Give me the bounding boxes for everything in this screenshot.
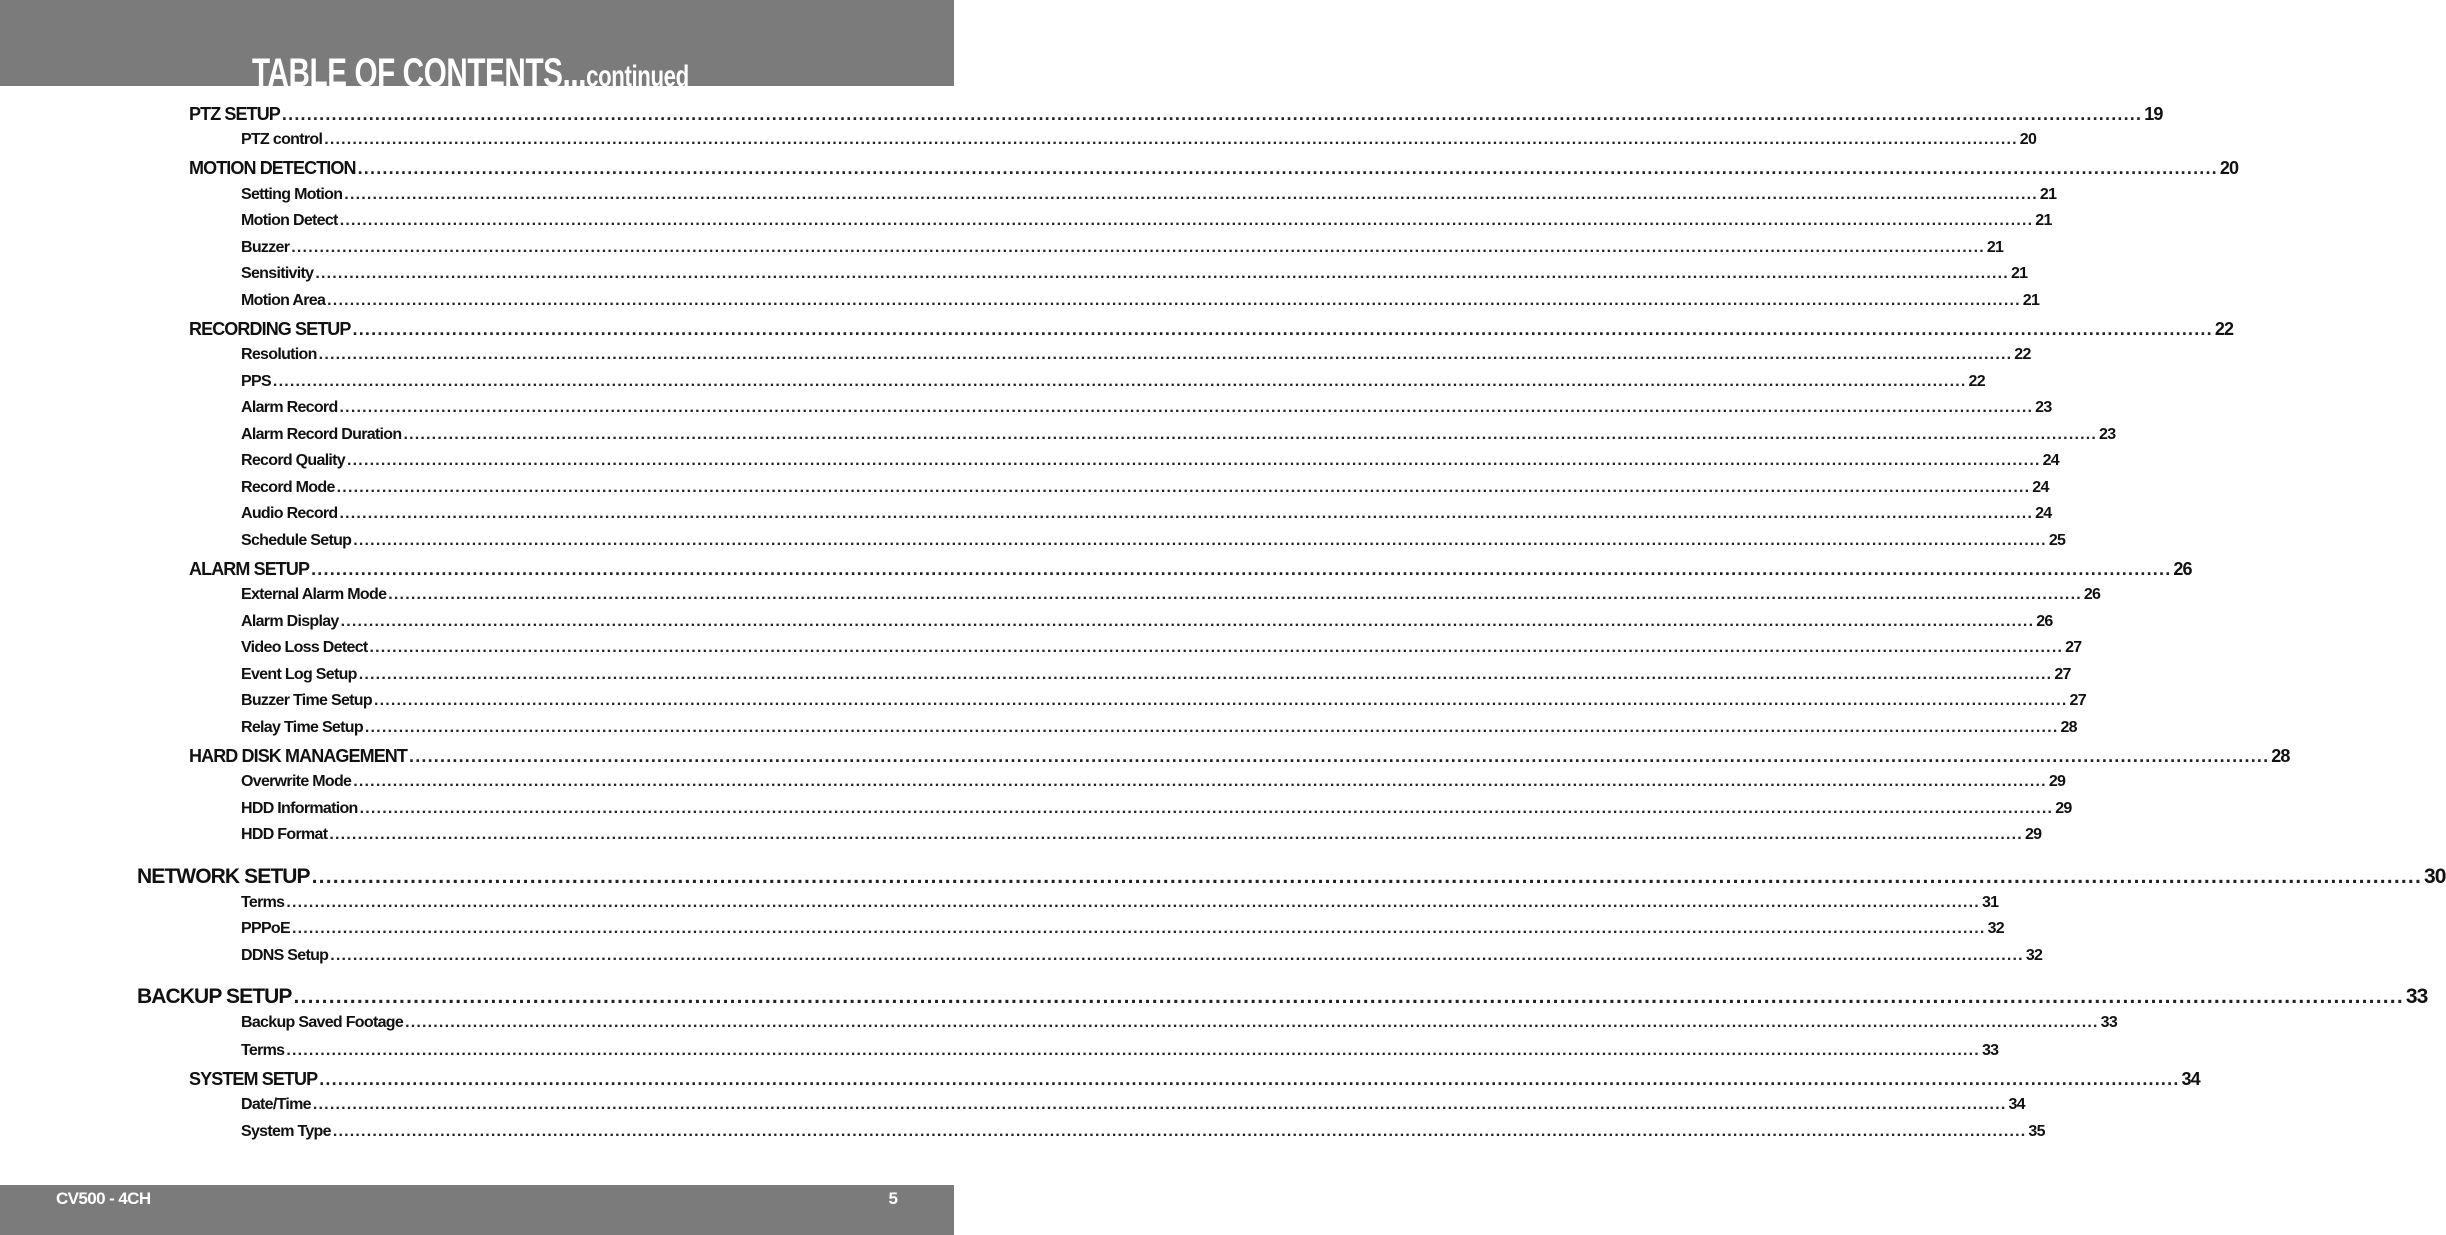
- toc-entry-label: Buzzer Time Setup: [241, 692, 372, 709]
- toc-entry-page: 23: [2035, 399, 2052, 416]
- toc-entry-label: PPPoE: [241, 920, 290, 937]
- toc-leader-dots: ............................................................................................................................................................................................................................................................................................................: [352, 319, 2213, 339]
- toc-entry-label: Backup Saved Footage: [241, 1014, 404, 1031]
- toc-entry-label: System Type: [241, 1123, 331, 1140]
- toc-leader-dots: ............................................................................................................................................................................................................................................................................................................: [315, 265, 2009, 282]
- toc-entry[interactable]: [189, 746, 2290, 767]
- toc-entry-page: 26: [2083, 586, 2101, 603]
- toc-entry-label: Overwrite Mode: [241, 773, 352, 790]
- toc-entry-page: 31: [1981, 894, 1999, 911]
- toc-entry-label: MOTION DETECTION: [189, 158, 356, 178]
- toc-entry-page: 29: [2048, 773, 2066, 790]
- toc-leader-dots: ............................................................................................................................................................................................................................................................................................................: [327, 292, 2021, 309]
- toc-entry-page: 32: [1987, 920, 2004, 937]
- toc-leader-dots: ............................................................................................................................................................................................................................................................................................................: [340, 613, 2035, 630]
- toc-leader-dots: ............................................................................................................................................................................................................................................................................................................: [344, 186, 2038, 203]
- toc-entry-page: 20: [2219, 158, 2239, 178]
- toc-entry-page: 27: [2054, 666, 2071, 683]
- toc-entry[interactable]: [241, 452, 2060, 470]
- toc-leader-dots: ............................................................................................................................................................................................................................................................................................................: [358, 666, 2053, 683]
- toc-entry[interactable]: [189, 319, 2234, 340]
- footer-band: [0, 1185, 954, 1235]
- toc-entry[interactable]: [241, 947, 2043, 965]
- toc-entry-label: ALARM SETUP: [189, 559, 310, 579]
- toc-entry-page: 30: [2423, 865, 2446, 888]
- toc-entry-page: 34: [2181, 1069, 2200, 1089]
- toc-entry-label: Record Quality: [241, 452, 346, 469]
- toc-entry-page: 19: [2144, 104, 2163, 124]
- toc-entry-label: Resolution: [241, 346, 317, 363]
- toc-entry-label: Record Mode: [241, 479, 335, 496]
- toc-entry-label: External Alarm Mode: [241, 586, 387, 603]
- toc-entry-label: PTZ SETUP: [189, 104, 280, 124]
- toc-entry-label: Event Log Setup: [241, 666, 357, 683]
- toc-entry[interactable]: [241, 265, 2028, 283]
- toc-entry[interactable]: [241, 346, 2031, 364]
- toc-entry-page: 20: [2019, 131, 2037, 148]
- toc-entry-label: Setting Motion: [241, 186, 343, 203]
- toc-entry-page: 34: [2008, 1096, 2025, 1113]
- toc-entry[interactable]: [241, 532, 2066, 550]
- toc-entry-page: 33: [2405, 985, 2428, 1008]
- toc-entry-label: Sensitivity: [241, 265, 314, 282]
- toc-entry-label: HARD DISK MANAGEMENT: [189, 746, 407, 766]
- toc-entry[interactable]: [137, 985, 2428, 1009]
- toc-entry[interactable]: [241, 239, 2004, 257]
- toc-leader-dots: ............................................................................................................................................................................................................................................................................................................: [330, 947, 2024, 964]
- toc-leader-dots: ............................................................................................................................................................................................................................................................................................................: [339, 399, 2034, 416]
- toc-entry-label: SYSTEM SETUP: [189, 1069, 318, 1089]
- toc-entry-page: 32: [2025, 947, 2043, 964]
- toc-entry-label: Video Loss Detect: [241, 639, 368, 656]
- toc-entry-label: Alarm Display: [241, 613, 339, 630]
- toc-entry-page: 21: [1986, 239, 2004, 256]
- toc-entry-label: BACKUP SETUP: [137, 985, 292, 1008]
- toc-entry[interactable]: [241, 692, 2086, 710]
- toc-entry-label: Motion Area: [241, 292, 326, 309]
- toc-entry-page: 21: [2022, 292, 2040, 309]
- toc-entry-label: RECORDING SETUP: [189, 319, 351, 339]
- toc-entry-page: 24: [2042, 452, 2060, 469]
- toc-entry-label: Terms: [241, 1042, 285, 1059]
- toc-leader-dots: ............................................................................................................................................................................................................................................................................................................: [388, 586, 2082, 603]
- toc-entry[interactable]: [241, 586, 2101, 604]
- toc-entry-page: 22: [2214, 319, 2234, 339]
- toc-leader-dots: ............................................................................................................................................................................................................................................................................................................: [312, 1096, 2007, 1113]
- toc-leader-dots: ............................................................................................................................................................................................................................................................................................................: [373, 692, 2068, 709]
- toc-entry-label: DDNS Setup: [241, 947, 329, 964]
- toc-entry[interactable]: [241, 1096, 2025, 1114]
- toc-entry-label: HDD Information: [241, 800, 358, 817]
- toc-leader-dots: ............................................................................................................................................................................................................................................................................................................: [291, 239, 1985, 256]
- toc-entry-label: Motion Detect: [241, 212, 338, 229]
- toc-entry-page: 28: [2060, 719, 2077, 736]
- toc-entry[interactable]: [137, 865, 2446, 889]
- toc-leader-dots: ............................................................................................................................................................................................................................................................................................................: [405, 1014, 2099, 1031]
- toc-entry[interactable]: [241, 479, 2049, 497]
- toc-entry-page: 26: [2173, 559, 2192, 579]
- toc-entry[interactable]: [241, 186, 2057, 204]
- toc-leader-dots: ............................................................................................................................................................................................................................................................................................................: [332, 1123, 2027, 1140]
- toc-entry[interactable]: [241, 212, 2052, 230]
- toc-entry[interactable]: [241, 666, 2071, 684]
- toc-leader-dots: ............................................................................................................................................................................................................................................................................................................: [286, 1042, 1980, 1059]
- toc-entry-label: Alarm Record: [241, 399, 338, 416]
- toc-entry-label: Buzzer: [241, 239, 290, 256]
- toc-entry-label: HDD Format: [241, 826, 328, 843]
- toc-entry[interactable]: [241, 920, 2004, 938]
- toc-entry-label: PTZ control: [241, 131, 323, 148]
- toc-entry-label: Relay Time Setup: [241, 719, 363, 736]
- toc-leader-dots: ............................................................................................................................................................................................................................................................................................................: [353, 773, 2047, 790]
- toc-leader-dots: ............................................................................................................................................................................................................................................................................................................: [311, 559, 2172, 579]
- toc-entry[interactable]: [189, 158, 2239, 179]
- toc-leader-dots: ............................................................................................................................................................................................................................................................................................................: [357, 158, 2218, 178]
- toc-leader-dots: ............................................................................................................................................................................................................................................................................................................: [347, 452, 2041, 469]
- toc-entry-page: 22: [1968, 373, 1985, 390]
- toc-entry[interactable]: [189, 559, 2192, 580]
- toc-entry-page: 27: [2069, 692, 2086, 709]
- toc-entry-label: Audio Record: [241, 505, 338, 522]
- toc-leader-dots: ............................................................................................................................................................................................................................................................................................................: [291, 920, 1986, 937]
- toc-leader-dots: ............................................................................................................................................................................................................................................................................................................: [369, 639, 2064, 656]
- toc-entry-page: 24: [2032, 479, 2049, 496]
- toc-entry[interactable]: [241, 826, 2042, 844]
- toc-entry-page: 28: [2271, 746, 2290, 766]
- toc-entry[interactable]: [241, 373, 1985, 391]
- toc-leader-dots: ............................................................................................................................................................................................................................................................................................................: [286, 894, 1980, 911]
- toc-entry-page: 22: [2014, 346, 2031, 363]
- toc-entry[interactable]: [241, 426, 2116, 444]
- footer-page-number: 5: [888, 1189, 898, 1208]
- toc-entry[interactable]: [241, 1042, 1999, 1060]
- toc-leader-dots: ............................................................................................................................................................................................................................................................................................................: [353, 532, 2047, 549]
- toc-entry-label: PPS: [241, 373, 271, 390]
- toc-entry-page: 25: [2048, 532, 2066, 549]
- toc-entry-page: 27: [2065, 639, 2082, 656]
- toc-leader-dots: ............................................................................................................................................................................................................................................................................................................: [311, 865, 2422, 888]
- toc-entry-page: 21: [2010, 265, 2028, 282]
- toc-entry[interactable]: [189, 1069, 2200, 1090]
- toc-leader-dots: ............................................................................................................................................................................................................................................................................................................: [403, 426, 2098, 443]
- toc-entry-page: 24: [2035, 505, 2052, 522]
- toc-entry-page: 33: [2100, 1014, 2118, 1031]
- toc-entry-page: 21: [2035, 212, 2052, 229]
- toc-leader-dots: ............................................................................................................................................................................................................................................................................................................: [293, 985, 2404, 1008]
- toc-entry[interactable]: [189, 104, 2163, 125]
- toc-entry-page: 23: [2099, 426, 2116, 443]
- toc-entry-page: 29: [2024, 826, 2042, 843]
- toc-entry[interactable]: [241, 639, 2082, 657]
- toc-entry-label: NETWORK SETUP: [137, 865, 310, 888]
- toc-leader-dots: ............................................................................................................................................................................................................................................................................................................: [318, 346, 2013, 363]
- toc-entry[interactable]: [241, 131, 2037, 149]
- toc-entry-label: Alarm Record Duration: [241, 426, 402, 443]
- toc-leader-dots: ............................................................................................................................................................................................................................................................................................................: [364, 719, 2059, 736]
- toc-entry-label: Date/Time: [241, 1096, 311, 1113]
- footer-model: CV500 - 4CH: [56, 1189, 151, 1208]
- toc-leader-dots: ............................................................................................................................................................................................................................................................................................................: [409, 746, 2270, 766]
- toc-entry[interactable]: [241, 719, 2077, 737]
- toc-leader-dots: ............................................................................................................................................................................................................................................................................................................: [359, 800, 2054, 817]
- toc-leader-dots: ............................................................................................................................................................................................................................................................................................................: [339, 212, 2034, 229]
- toc-entry[interactable]: [241, 773, 2066, 791]
- toc-entry-page: 26: [2036, 613, 2053, 630]
- toc-entry[interactable]: [241, 399, 2052, 417]
- toc-entry[interactable]: [241, 800, 2072, 818]
- toc-leader-dots: ............................................................................................................................................................................................................................................................................................................: [324, 131, 2018, 148]
- toc-leader-dots: ............................................................................................................................................................................................................................................................................................................: [339, 505, 2034, 522]
- toc-leader-dots: ............................................................................................................................................................................................................................................................................................................: [319, 1069, 2180, 1089]
- toc-leader-dots: ............................................................................................................................................................................................................................................................................................................: [272, 373, 1967, 390]
- toc-entry[interactable]: [241, 505, 2052, 523]
- toc-leader-dots: ............................................................................................................................................................................................................................................................................................................: [281, 104, 2143, 124]
- toc-entry-label: Terms: [241, 894, 285, 911]
- toc-entry-page: 21: [2039, 186, 2057, 203]
- toc-entry[interactable]: [241, 894, 1999, 912]
- toc-entry-page: 35: [2028, 1123, 2045, 1140]
- toc-leader-dots: ............................................................................................................................................................................................................................................................................................................: [329, 826, 2023, 843]
- page-title-main: TABLE OF CONTENTS...: [252, 51, 587, 95]
- page-title-sub: continued: [586, 60, 689, 93]
- toc-entry-label: Schedule Setup: [241, 532, 352, 549]
- toc-entry[interactable]: [241, 613, 2053, 631]
- toc-entry[interactable]: [241, 1123, 2045, 1141]
- toc-entry-page: 33: [1981, 1042, 1999, 1059]
- toc-leader-dots: ............................................................................................................................................................................................................................................................................................................: [336, 479, 2031, 496]
- toc-entry-page: 29: [2055, 800, 2072, 817]
- toc-entry[interactable]: [241, 1014, 2118, 1032]
- toc-entry[interactable]: [241, 292, 2040, 310]
